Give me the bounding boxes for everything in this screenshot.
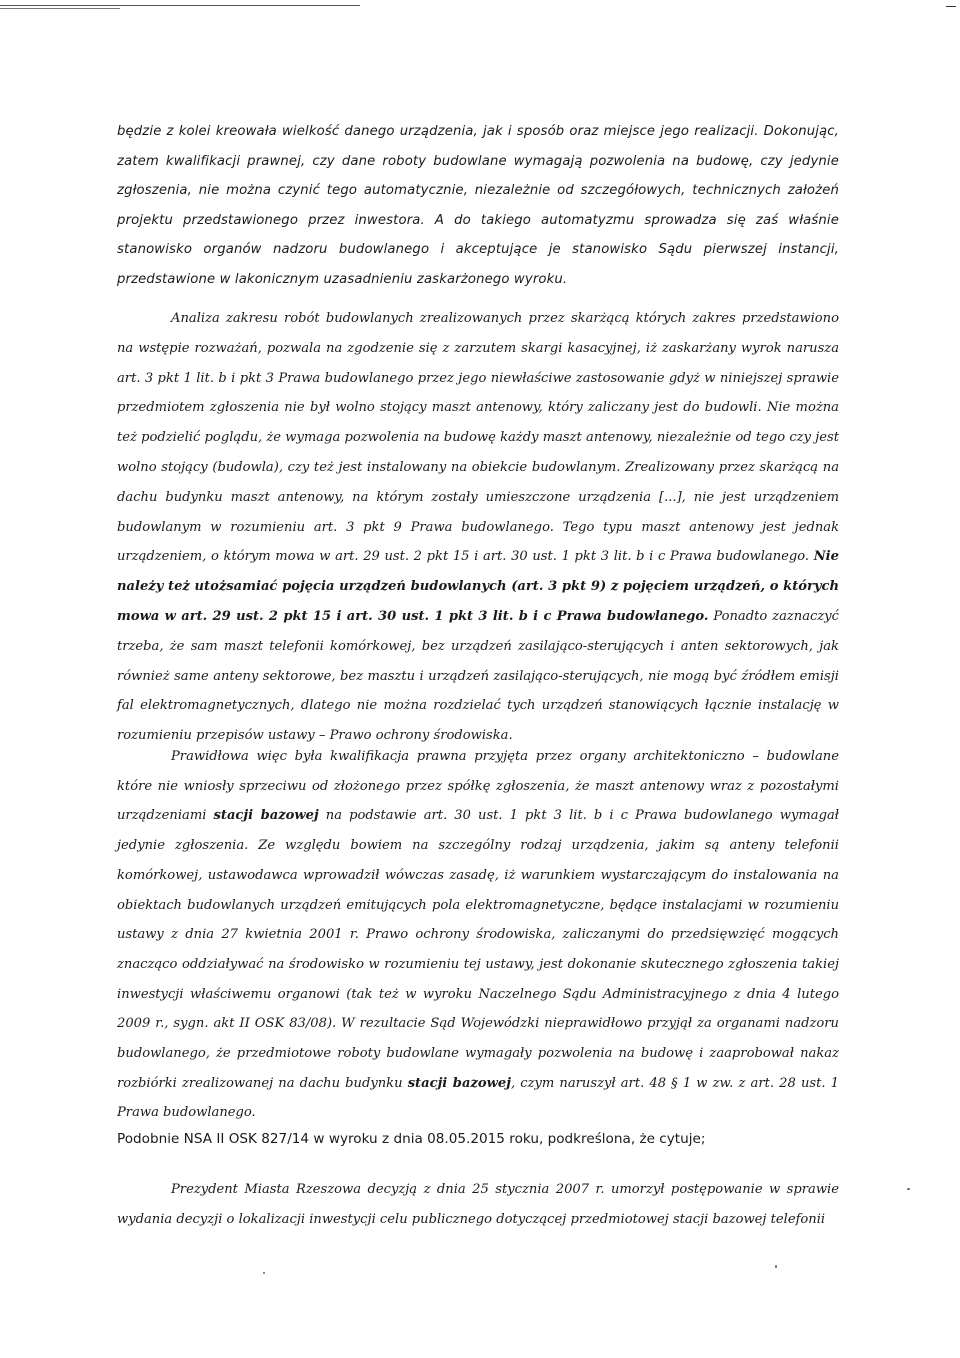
paragraph-3 — [117, 742, 839, 1128]
paragraph-5-text: Prezydent Miasta Rzeszowa decyzją z dnia 25 stycznia 2007 r. umorzył postępowanie w sprawie wydania decyzji o lokalizacji inwestycji celu publicznego dotyczącej przedmiotowej stacji bazowej telefonii — [117, 1182, 839, 1227]
paragraph-3-text-middle: na podstawie art. 30 ust. 1 pkt 3 lit. b i c Prawa budowlanego wymagał jedynie zgłoszenia. Ze względu bowiem na szczególny rodzaj urządzenia, jakim są anteny telefonii komórkowej, ustawodawca wprowadził wówczas zasadę, iż warunkiem wystarczającym do instalowania na obiektach budowlanych urządzeń emitujących pola elektromagnetyczne, będące instalacjami w rozumieniu ustawy z dnia 27 kwietnia 2001 r. Prawo ochrony środowiska, zaliczanymi do przedsięwzięć mogących znacząco oddziaływać na środowisko w rozumieniu tej ustawy, jest dokonanie skutecznego zgłoszenia takiej inwestycji właściwemu organowi (tak też w wyroku Naczelnego Sądu Administracyjnego z dnia 4 lutego 2009 r., sygn. akt II OSK 83/08). W rezultacie Sąd Wojewódzki nieprawidłowo przyjął za organami nadzoru budowlanego, że przedmiotowe roboty budowlane wymagały pozwolenia na budowę i zaaprobował nakaz rozbiórki zrealizowanej na dachu budynku — [117, 808, 840, 1091]
scan-top-rule — [0, 5, 360, 6]
paragraph-3-bold-term: stacji bazowej — [213, 808, 319, 824]
paragraph-2-text-end: Ponadto zaznaczyć trzeba, że sam maszt telefonii komórkowej, bez urządzeń zasilająco-sterujących i anten sektorowych, jak również same anteny sektorowe, bez masztu i urządzeń zasilająco-sterujących, nie mogą być źródłem emisji fal elektromagnetycznych, dlatego nie można rozdzielać tych urządzeń stanowiących łącznie instalację w rozumieniu przepisów ustawy – Prawo ochrony środowiska. — [117, 608, 839, 744]
paragraph-2 — [117, 304, 839, 751]
paragraph-2-text: Analiza zakresu robót budowlanych zrealizowanych przez skarżącą których zakres przedstawiono na wstępie rozważań, pozwala na zgodzenie się z zarzutem skargi kasacyjnej, iż zaskarżany wyrok narusza art. 3 pkt 1 lit. b i pkt 3 Prawa budowlanego przez jego niewłaściwe zastosowanie gdyż w niniejszej sprawie przedmiotem zgłoszenia nie był wolno stojący maszt antenowy, który zaliczany jest do budowli. Nie można też podzielić poglądu, że wymaga pozwolenia na budowę każdy maszt antenowy, niezależnie od tego czy jest wolno stojący (budowla), czy też jest instalowany na obiekcie budowlanym. Zrealizowany przez skarżącą na dachu budynku maszt antenowy, na którym zostały umieszczone urządzenia [...], nie jest urządzeniem budowlanym w rozumieniu art. 3 pkt 9 Prawa budowlanego. Tego typu maszt antenowy jest jednak urządzeniem, o którym mowa w art. 29 ust. 2 pkt 15 i art. 30 ust. 1 pkt 3 lit. b i c Prawa budowlanego. — [117, 311, 839, 565]
scan-speck — [775, 1265, 777, 1268]
scan-speck — [907, 1188, 910, 1190]
paragraph-5 — [117, 1175, 839, 1234]
paragraph-3-bold-term-2: stacji bazowej — [407, 1075, 511, 1091]
paragraph-4 — [117, 1128, 839, 1150]
scan-speck — [263, 1272, 265, 1274]
paragraph-3-text: Prawidłowa więc była kwalifikacja prawna przyjęta przez organy architektoniczno – budowlane które nie wniosły sprzeciwu od złożonego przez spółkę zgłoszenia, że maszt antenowy wraz z pozostałymi urządzeniami — [117, 749, 839, 824]
paragraph-1 — [117, 117, 839, 294]
scan-top-rule-secondary — [0, 8, 120, 9]
paragraph-1-text: będzie z kolei kreowała wielkość danego urządzenia, jak i sposób oraz miejsce jego realizacji. Dokonując, zatem kwalifikacji prawnej, czy dane roboty budowlane wymagają pozwolenia na budowę, czy jedynie zgłoszenia, nie można czynić tego automatycznie, niezależnie od szczegółowych, technicznych założeń projektu przedstawionego przez inwestora. A do takiego automatyzmu sprowadza się zaś właśnie stanowisko organów nadzoru budowlanego i akceptujące je stanowisko Sądu pierwszej instancji, przedstawione w lakonicznym uzasadnieniu zaskarżonego wyroku. — [117, 124, 839, 287]
paragraph-3-text-end: , czym naruszył art. 48 § 1 w zw. z art. 28 ust. 1 Prawa budowlanego. — [117, 1075, 839, 1121]
paragraph-4-text: Podobnie NSA II OSK 827/14 w wyroku z dnia 08.05.2015 roku, podkreślona, że cytuje; — [117, 1131, 706, 1147]
paragraph-2-bold-text: Nie należy też utożsamiać pojęcia urządzeń budowlanych (art. 3 pkt 9) z pojęciem urządzeń, o których mowa w art. 29 ust. 2 pkt 15 i art. 30 ust. 1 pkt 3 lit. b i c Prawa budowlanego. — [117, 549, 839, 624]
scan-corner-mark — [946, 6, 956, 7]
